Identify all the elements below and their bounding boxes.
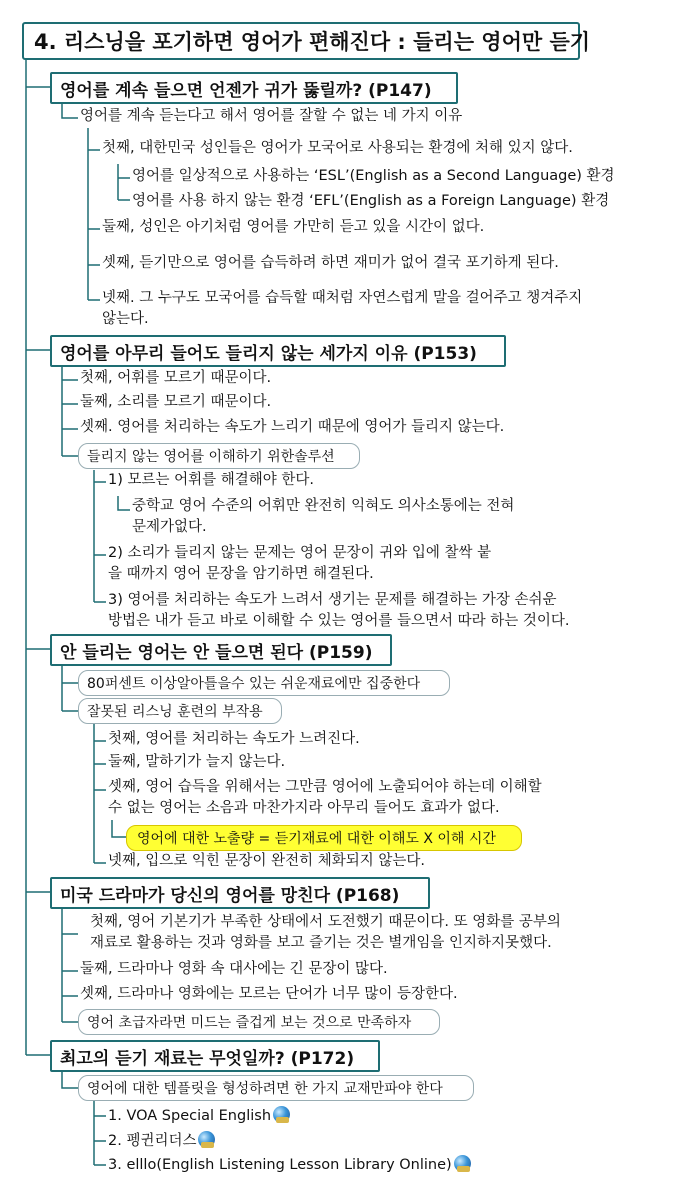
s4-reason-3: 셋째, 드라마나 영화에는 모르는 단어가 너무 많이 등장한다.: [80, 986, 458, 1002]
section-3-node: [50, 634, 392, 666]
s3-sideeffect-node: [78, 698, 282, 724]
s2-solution-label: 들리지 않는 영어를 이해하기 위한솔루션: [87, 449, 335, 465]
s1-reason-4-line2: 않는다.: [102, 311, 149, 327]
s4-reason-1-line1: 첫째, 영어 기본기가 부족한 상태에서 도전했기 때문이다. 또 영화를 공부의: [90, 914, 561, 930]
s1-subtopic: 영어를 계속 듣는다고 해서 영어를 잘할 수 없는 네 가지 이유: [80, 108, 463, 124]
s1-reason-1: 첫째, 대한민국 성인들은 영어가 모국어로 사용되는 환경에 처해 있지 않다.: [102, 140, 573, 156]
s1-reason-3: 셋째, 듣기만으로 영어를 습득하려 하면 재미가 없어 결국 포기하게 된다.: [102, 255, 559, 271]
s5-template-node: [78, 1075, 474, 1101]
globe-icon[interactable]: [273, 1106, 290, 1123]
s2-reason-3: 셋째. 영어를 처리하는 속도가 느리기 때문에 영어가 들리지 않는다.: [80, 419, 505, 435]
s3-effect-3-line1: 셋째, 영어 습득을 위해서는 그만큼 영어에 노출되어야 하는데 이해할: [108, 779, 542, 795]
s4-advice-node: [78, 1009, 440, 1035]
s3-formula-text: 영어에 대한 노출량 = 듣기재료에 대한 이해도 X 이해 시간: [137, 831, 496, 847]
s3-focus-node: [78, 670, 450, 696]
s3-formula-highlight: [126, 825, 522, 851]
s2-solution-1: 1) 모르는 어휘를 해결해야 한다.: [108, 472, 315, 488]
globe-icon[interactable]: [454, 1155, 471, 1172]
s3-effect-2: 둘째, 말하기가 늘지 않는다.: [108, 754, 286, 770]
root-title: 4. 리스닝을 포기하면 영어가 편해진다 : 들리는 영어만 듣기: [34, 30, 591, 54]
s5-item-2-text: 2. 펭귄리더스: [108, 1133, 197, 1149]
s2-reason-1: 첫째, 어휘를 모르기 때문이다.: [80, 370, 272, 386]
s2-solution-1a-line2: 문제가없다.: [132, 519, 207, 535]
s3-focus-label: 80퍼센트 이상알아틀을수 있는 쉬운재료에만 집중한다: [87, 676, 421, 692]
s1-reason-2: 둘째, 성인은 아기처럼 영어를 가만히 듣고 있을 시간이 없다.: [102, 219, 485, 235]
s1-reason-4-line1: 넷째. 그 누구도 모국어를 습득할 때처럼 자연스럽게 말을 걸어주고 챙겨주지: [102, 290, 583, 306]
s4-advice-label: 영어 초급자라면 미드는 즐겁게 보는 것으로 만족하자: [87, 1015, 412, 1031]
section-4-title: 미국 드라마가 당신의 영어를 망친다 (P168): [60, 885, 400, 906]
section-2-node: [50, 335, 506, 367]
s2-reason-2: 둘째, 소리를 모르기 때문이다.: [80, 394, 272, 410]
s2-solution-3-line2: 방법은 내가 듣고 바로 이해할 수 있는 영어를 들으면서 따라 하는 것이다.: [108, 613, 570, 629]
globe-icon[interactable]: [198, 1131, 215, 1148]
s3-effect-1: 첫째, 영어를 처리하는 속도가 느려진다.: [108, 731, 360, 747]
s3-effect-3-line2: 수 없는 영어는 소음과 마찬가지라 아무리 들어도 효과가 없다.: [108, 800, 500, 816]
section-1-node: [50, 72, 458, 104]
s2-solution-2-line1: 2) 소리가 들리지 않는 문제는 영어 문장이 귀와 입에 찰싹 붙: [108, 545, 492, 561]
s1-reason-1a: 영어를 일상적으로 사용하는 ‘ESL’(English as a Second Language) 환경: [132, 168, 615, 184]
s4-reason-1-line2: 재료로 활용하는 것과 영화를 보고 즐기는 것은 별개임을 인지하지못했다.: [90, 935, 552, 951]
s5-item-3: [108, 1155, 471, 1174]
root-topic: [22, 22, 591, 60]
s2-solution-node: [78, 443, 360, 469]
section-2-title: 영어를 아무리 들어도 들리지 않는 세가지 이유 (P153): [60, 343, 477, 364]
s1-reason-1b: 영어를 사용 하지 않는 환경 ‘EFL’(English as a Foreign Language) 환경: [132, 193, 610, 209]
section-3-title: 안 들리는 영어는 안 들으면 된다 (P159): [60, 642, 373, 663]
s2-solution-1a-line1: 중학교 영어 수준의 어휘만 완전히 익혀도 의사소통에는 전혀: [132, 498, 515, 514]
section-5-node: [50, 1040, 380, 1072]
section-4-node: [50, 877, 430, 909]
s5-item-1-text: 1. VOA Special English: [108, 1108, 272, 1124]
section-5-title: 최고의 듣기 재료는 무엇일까? (P172): [60, 1048, 355, 1069]
s5-item-3-text: 3. elllo(English Listening Lesson Library Online): [108, 1157, 452, 1173]
s5-template-label: 영어에 대한 템플릿을 형성하려면 한 가지 교재만파야 한다: [87, 1081, 443, 1097]
s4-reason-2: 둘째, 드라마나 영화 속 대사에는 긴 문장이 많다.: [80, 961, 388, 977]
s3-effect-4: 넷째, 입으로 익힌 문장이 완전히 체화되지 않는다.: [108, 853, 426, 869]
section-1-title: 영어를 계속 들으면 언젠가 귀가 뚫릴까? (P147): [60, 80, 432, 101]
s2-solution-3-line1: 3) 영어를 처리하는 속도가 느려서 생기는 문제를 해결하는 가장 손쉬운: [108, 592, 557, 608]
s5-item-1: [108, 1106, 290, 1125]
s2-solution-2-line2: 을 때까지 영어 문장을 암기하면 해결된다.: [108, 566, 374, 582]
s5-item-2: [108, 1131, 215, 1150]
s3-sideeffect-label: 잘못된 리스닝 훈련의 부작용: [87, 704, 263, 720]
